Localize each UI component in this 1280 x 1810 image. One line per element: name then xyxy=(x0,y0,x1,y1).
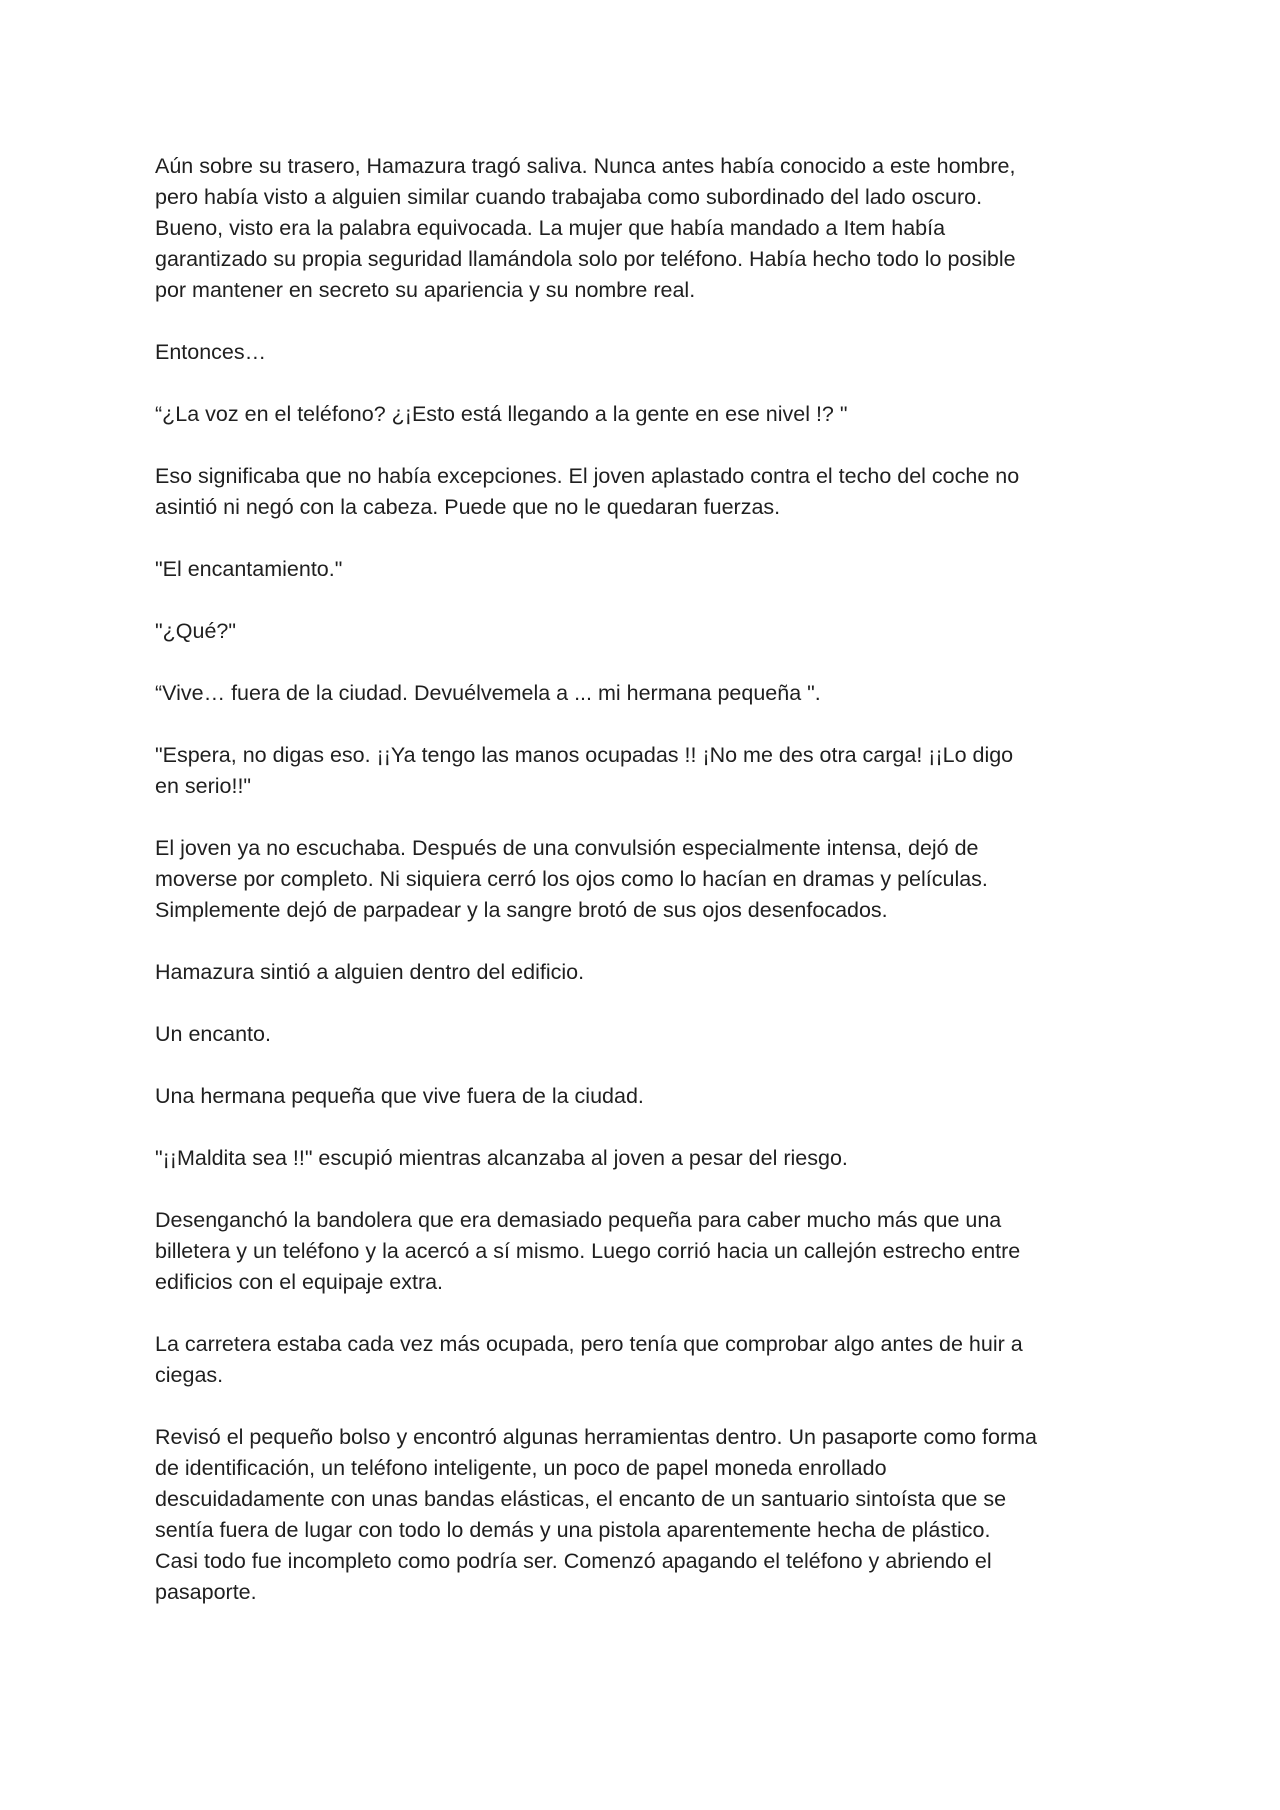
paragraph-line: Una hermana pequeña que vive fuera de la ciudad. xyxy=(155,1084,644,1108)
paragraph-line: Simplemente dejó de parpadear y la sangre brotó de sus ojos desenfocados. xyxy=(155,898,888,922)
paragraph-line: billetera y un teléfono y la acercó a sí mismo. Luego corrió hacia un callejón estrecho entre xyxy=(155,1239,1021,1263)
paragraph-line: "¡¡Maldita sea !!" escupió mientras alcanzaba al joven a pesar del riesgo. xyxy=(155,1146,848,1170)
paragraph-line: asintió ni negó con la cabeza. Puede que no le quedaran fuerzas. xyxy=(155,495,781,519)
paragraph-line: garantizado su propia seguridad llamándola solo por teléfono. Había hecho todo lo posible xyxy=(155,247,1016,271)
paragraph xyxy=(155,1081,1155,1112)
paragraph xyxy=(155,399,1155,430)
paragraph-line: Eso significaba que no había excepciones. El joven aplastado contra el techo del coche no xyxy=(155,464,1020,488)
paragraph-line: edificios con el equipaje extra. xyxy=(155,1270,444,1294)
paragraph-line: moverse por completo. Ni siquiera cerró los ojos como lo hacían en dramas y películas. xyxy=(155,867,988,891)
paragraph-line: en serio!!" xyxy=(155,774,252,798)
paragraph-line: pasaporte. xyxy=(155,1580,257,1604)
paragraph-line: Revisó el pequeño bolso y encontró algunas herramientas dentro. Un pasaporte como forma xyxy=(155,1425,1038,1449)
paragraph xyxy=(155,1143,1155,1174)
paragraph-line: La carretera estaba cada vez más ocupada, pero tenía que comprobar algo antes de huir a xyxy=(155,1332,1023,1356)
paragraph xyxy=(155,1329,1155,1391)
paragraph xyxy=(155,1019,1155,1050)
paragraph-line: de identificación, un teléfono inteligente, un poco de papel moneda enrollado xyxy=(155,1456,887,1480)
paragraph-line: Bueno, visto era la palabra equivocada. La mujer que había mandado a Item había xyxy=(155,216,946,240)
paragraph xyxy=(155,554,1155,585)
paragraph xyxy=(155,151,1155,306)
paragraph-line: Desenganchó la bandolera que era demasiado pequeña para caber mucho más que una xyxy=(155,1208,1002,1232)
document-page xyxy=(155,151,1155,1639)
paragraph xyxy=(155,616,1155,647)
paragraph xyxy=(155,678,1155,709)
paragraph-line: sentía fuera de lugar con todo lo demás y una pistola aparentemente hecha de plástico. xyxy=(155,1518,991,1542)
paragraph-line: pero había visto a alguien similar cuando trabajaba como subordinado del lado oscuro. xyxy=(155,185,983,209)
paragraph xyxy=(155,1205,1155,1298)
paragraph xyxy=(155,461,1155,523)
paragraph-line: Aún sobre su trasero, Hamazura tragó saliva. Nunca antes había conocido a este hombre, xyxy=(155,154,1016,178)
paragraph xyxy=(155,337,1155,368)
paragraph-line: "¿Qué?" xyxy=(155,619,236,643)
paragraph xyxy=(155,957,1155,988)
paragraph-line: “¿La voz en el teléfono? ¿¡Esto está llegando a la gente en ese nivel !? " xyxy=(155,402,848,426)
paragraph-line: Casi todo fue incompleto como podría ser. Comenzó apagando el teléfono y abriendo el xyxy=(155,1549,992,1573)
paragraph-line: descuidadamente con unas bandas elásticas, el encanto de un santuario sintoísta que se xyxy=(155,1487,1007,1511)
paragraph-line: “Vive… fuera de la ciudad. Devuélvemela a ... mi hermana pequeña ". xyxy=(155,681,821,705)
paragraph-line: "El encantamiento." xyxy=(155,557,343,581)
paragraph-line: Entonces… xyxy=(155,340,267,364)
paragraph-line: ciegas. xyxy=(155,1363,224,1387)
paragraph-line: Un encanto. xyxy=(155,1022,271,1046)
paragraph xyxy=(155,740,1155,802)
paragraph-line: por mantener en secreto su apariencia y su nombre real. xyxy=(155,278,696,302)
paragraph-line: El joven ya no escuchaba. Después de una convulsión especialmente intensa, dejó de xyxy=(155,836,979,860)
paragraph-line: Hamazura sintió a alguien dentro del edificio. xyxy=(155,960,585,984)
paragraph-line: "Espera, no digas eso. ¡¡Ya tengo las manos ocupadas !! ¡No me des otra carga! ¡¡Lo digo xyxy=(155,743,1014,767)
paragraph xyxy=(155,1422,1155,1608)
paragraph xyxy=(155,833,1155,926)
